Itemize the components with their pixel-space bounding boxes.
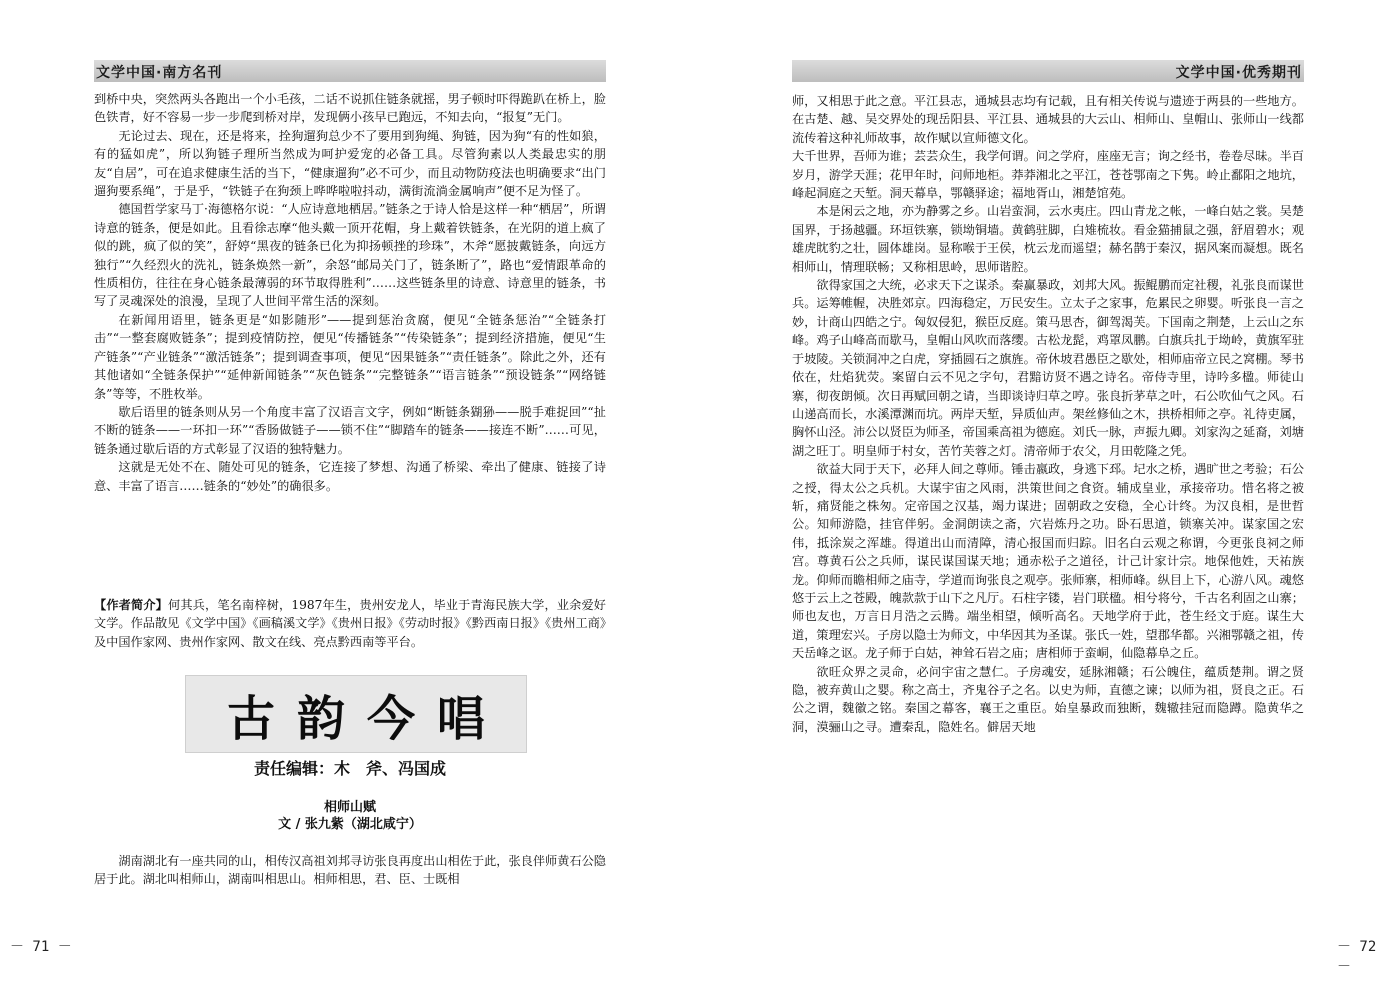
author-intro-label: 【作者简介】 <box>94 598 168 612</box>
left-header-title: 文学中国·南方名刊 <box>96 65 223 81</box>
right-paragraph-1: 师，又相思于此之意。平江县志，通城县志均有记载，且有相关传说与遗迹于两县的一些地方。在古楚、越、吴交界处的现岳阳县、平江县、通城县的大云山、相师山、皇帽山、张师山一线都流传着这种礼师故事，故作赋以宣师德文化。 <box>792 94 1304 145</box>
left-paragraph-5: 歇后语里的链条则从另一个角度丰富了汉语言文字，例如“断链条猢狲——脱手难捉回”“扯不断的链条——一环扣一环”“香肠做链子——锁不住”“脚踏车的链条——接连不断”……可见，链条通过歇后语的方式彰显了汉语的独特魅力。 <box>94 404 606 456</box>
right-paragraph-4: 欲得家国之大统，必求天下之谋杀。秦赢暴政，刘邦大风。振鲲鹏而定社稷，礼张良而谋世兵。运筹帷幄，决胜郊京。四海稳定，万民安生。立太子之家事，危累民之卵婴。听张良一言之妙，计商山四皓之宁。匈奴侵犯，猴臣反庭。策马思杏，御驾渴芙。下国南之荆楚，上云山之东峰。鸡子山峰高而歇马，皇帽山风吹而落缨。古松龙髭，鸡罩凤鹏。白旗兵扎于坳岭，黄旗军驻于坡陵。关锁洞冲之白虎，穿插圆石之旗旌。帝休坡君愚臣之歇处，相师庙帝立民之窝棚。琴书依在，灶焰犹荧。案留白云不见之字句，君黯访贤不遇之诗名。帝侍寺里，诗吟多楹。师徒山寨，彻夜朗倾。次日再赋回朝之请，当即谈诗归草之哼。张良折茅草之叶，石公吹仙气之风。石山递高而长，水溪潭渊而坑。两岸天堑，异质仙声。架丝修仙之木，拱桥相师之亭。礼待吏属，胸怀山泾。沛公以贤臣为师圣，帝国乘高祖为德庭。刘氏一脉，声振九卿。刘家沟之延裔，刘塘湖之旺丁。明皇师于村女，苦竹芙蓉之灯。清帝师于农父，月田乾隆之凭。 <box>792 278 1304 458</box>
left-paragraph-3: 德国哲学家马丁·海德格尔说：“人应诗意地栖居。”链条之于诗人恰是这样一种“栖居”，所谓诗意的链条，便是如此。且看徐志摩“他头戴一顶开花帽，身上戴着铁链条，在光阴的道上疯了似的跳，疯了似的笑”，舒婷“黑夜的链条已化为抑扬顿挫的珍珠”，木斧“愿披戴链条，向远方独行”“久经烈火的洗礼，链条焕然一新”，余怒“邮局关门了，链条断了”，路也“爱情跟革命的性质相仿，往往在身心链条最薄弱的环节取得胜利”……这些链条里的诗意、诗意里的链条，书写了灵魂深处的浪漫，呈现了人世间平常生活的深刻。 <box>94 202 607 309</box>
right-paragraph-2: 大千世界，吾师为谁；芸芸众生，我学何谓。问之学府，座座无言；询之经书，卷卷尽昧。半百岁月，游学天涯；花甲年时，问师地柜。莽莽湘北之平江，苍苍鄂南之下隽。岭止鄱阳之地坑，峰起洞庭之天堑。洞天幕阜，鄂赣驿途；福地胥山，湘楚馆苑。 <box>792 149 1304 201</box>
author-intro <box>94 596 606 651</box>
author-intro-text: 何其兵，笔名南梓树，1987年生，贵州安龙人，毕业于青海民族大学，业余爱好文学。作品散见《文学中国》《画稿溪文学》《贵州日报》《劳动时报》《黔西南日报》《贵州工商》及中国作家网、贵州作家网、散文在线、亮点黔西南等平台。 <box>94 598 606 649</box>
responsible-editor: 责任编辑：木 斧、冯国成 <box>253 759 446 778</box>
right-paragraph-3: 本是闲云之地，亦为静雾之乡。山岩蛮洞，云水夷庄。四山青龙之帐，一峰白姑之裳。吴楚国界，于扬越疆。环垣铁寨，锁坳铜墙。黄鹤驻脚，白雉梳妆。看金猫捕鼠之强，舒眉碧水；观雄虎眈豹之壮，圆体雄岗。显称喉于王侯，枕云龙而遥望；赫名鹊于秦汉，据风案而凝想。既名相师山，情理联畅；又称相思岭，思师谐腔。 <box>792 204 1304 274</box>
right-page-header <box>792 60 1304 82</box>
page-number-left: － 71 － <box>10 939 72 955</box>
left-article-body <box>94 90 606 495</box>
left-page-header <box>94 60 606 82</box>
article-opening <box>94 852 606 889</box>
right-article-body <box>792 92 1304 736</box>
article-opening-paragraph: 湖南湖北有一座共同的山，相传汉高祖刘邦寻访张良再度出山相佐于此，张良伴师黄石公隐居于此。湖北叫相师山，湖南叫相思山。相师相思，君、臣、士既相 <box>94 854 606 887</box>
calligraphy-title: 古韵今唱 <box>226 690 507 747</box>
article-title: 相师山赋 <box>323 800 376 815</box>
left-paragraph-4: 在新闻用语里，链条更是“如影随形”——提到惩治贪腐，便见“全链条惩治”“全链条打击”“一整套腐败链条”；提到疫情防控，便见“传播链条”“传染链条”；提到经济措施，便见“生产链条”“产业链条”“激活链条”；提到调查事项，便见“因果链条”“责任链条”。除此之外，还有其他诸如“全链条保护”“延伸新闻链条”“灰色链条”“完整链条”“语言链条”“预设链条”“网络链条”等等，不胜枚举。 <box>94 312 606 401</box>
right-header-title: 文学中国·优秀期刊 <box>1175 65 1302 81</box>
article-author: 文 / 张九紫（湖北咸宁） <box>278 817 422 832</box>
right-paragraph-6: 欲旺众界之灵命，必问宇宙之慧仁。子房魂安，延脉湘赣；石公魄住，蕴质楚荆。谓之贤隐，被弃黄山之婴。称之高士，齐鬼谷子之名。以史为师，直德之谏；以师为祖，贤良之正。石公之谓，魏徽之铭。秦国之幕客，襄王之重臣。始皇暴政而独断，魏辙挂冠而隐蹲。隐黄华之洞，漠骊山之寻。遭秦乱，隐姓名。僻居天地 <box>792 664 1304 734</box>
left-paragraph-2: 无论过去、现在，还是将来，拴狗遛狗总少不了要用到狗绳、狗链，因为狗“有的性如狼，有的猛如虎”，所以狗链子理所当然成为呵护爱宠的必备工具。尽管狗素以人类最忠实的朋友“自居”，可在追求健康生活的当下，“健康遛狗”必不可少，而且动物防疫法也明确要求“出门遛狗要系绳”，于是乎，“铁链子在狗颈上哗哗啦啦抖动，满街流淌金属响声”便不足为怪了。 <box>94 128 606 199</box>
page-number-right: － 72 － <box>1337 939 1377 975</box>
left-paragraph-6: 这就是无处不在、随处可见的链条，它连接了梦想、沟通了桥梁、牵出了健康、链接了诗意、丰富了语言……链条的“妙处”的确很多。 <box>94 460 606 493</box>
calligraphy-banner <box>185 675 527 753</box>
right-paragraph-5: 欲益大同于天下，必拜人间之尊师。锤击嬴政，身逃下邳。圮水之桥，遇旷世之考验；石公之授，得太公之兵机。大谋宇宙之风雨，洪策世间之食资。辅成皇业，承接帝功。惜名将之被斩，痛贤能之株匆。定帝国之汉基，竭力谋进；固朝政之安稳，全心计终。为汉良相，是世哲公。知师游隐，挂官伴躬。金洞朗读之斋，穴岩炼丹之功。卧石思道，锁寨关冲。谋家国之宏伟，抵涂炭之浑雄。得道出山而清障，清心报国而归踪。旧名白云观之称谓，今更张良祠之师宫。尊黄石公之兵师，谋民谋国谋天地；通赤松子之道径，计己计家计宗。地保他姓，天祐族龙。仰师而瞻相师之庙寺，学道而询张良之观亭。张师寨，相师峰。纵目上下，心游八风。魂悠悠于云上之苍殿，魄款款于山下之凡厅。石柱字镂，岩门联楹。相兮将兮，千古名利固之山寨；师也友也，万言日月浩之云腾。端坐相望，倾听高名。天地学府于此，苍生经文于庭。谋生大道，策理宏兴。子房以隐士为师文，中华因其为圣谋。张氏一姓，望郡华都。兴湘鄂赣之祖，传天岳峰之讴。龙子师于白姑，神耸石岩之庙；唐相师于蛮峒，仙隐幕阜之丘。 <box>792 462 1304 661</box>
left-paragraph-1: 到桥中央，突然两头各跑出一个小毛孩，二话不说抓住链条就摇，男子顿时吓得跪趴在桥上，脸色铁青，好不容易一步一步爬到桥对岸，发现俩小孩早已跑远，不知去向，“报复”无门。 <box>94 92 606 125</box>
